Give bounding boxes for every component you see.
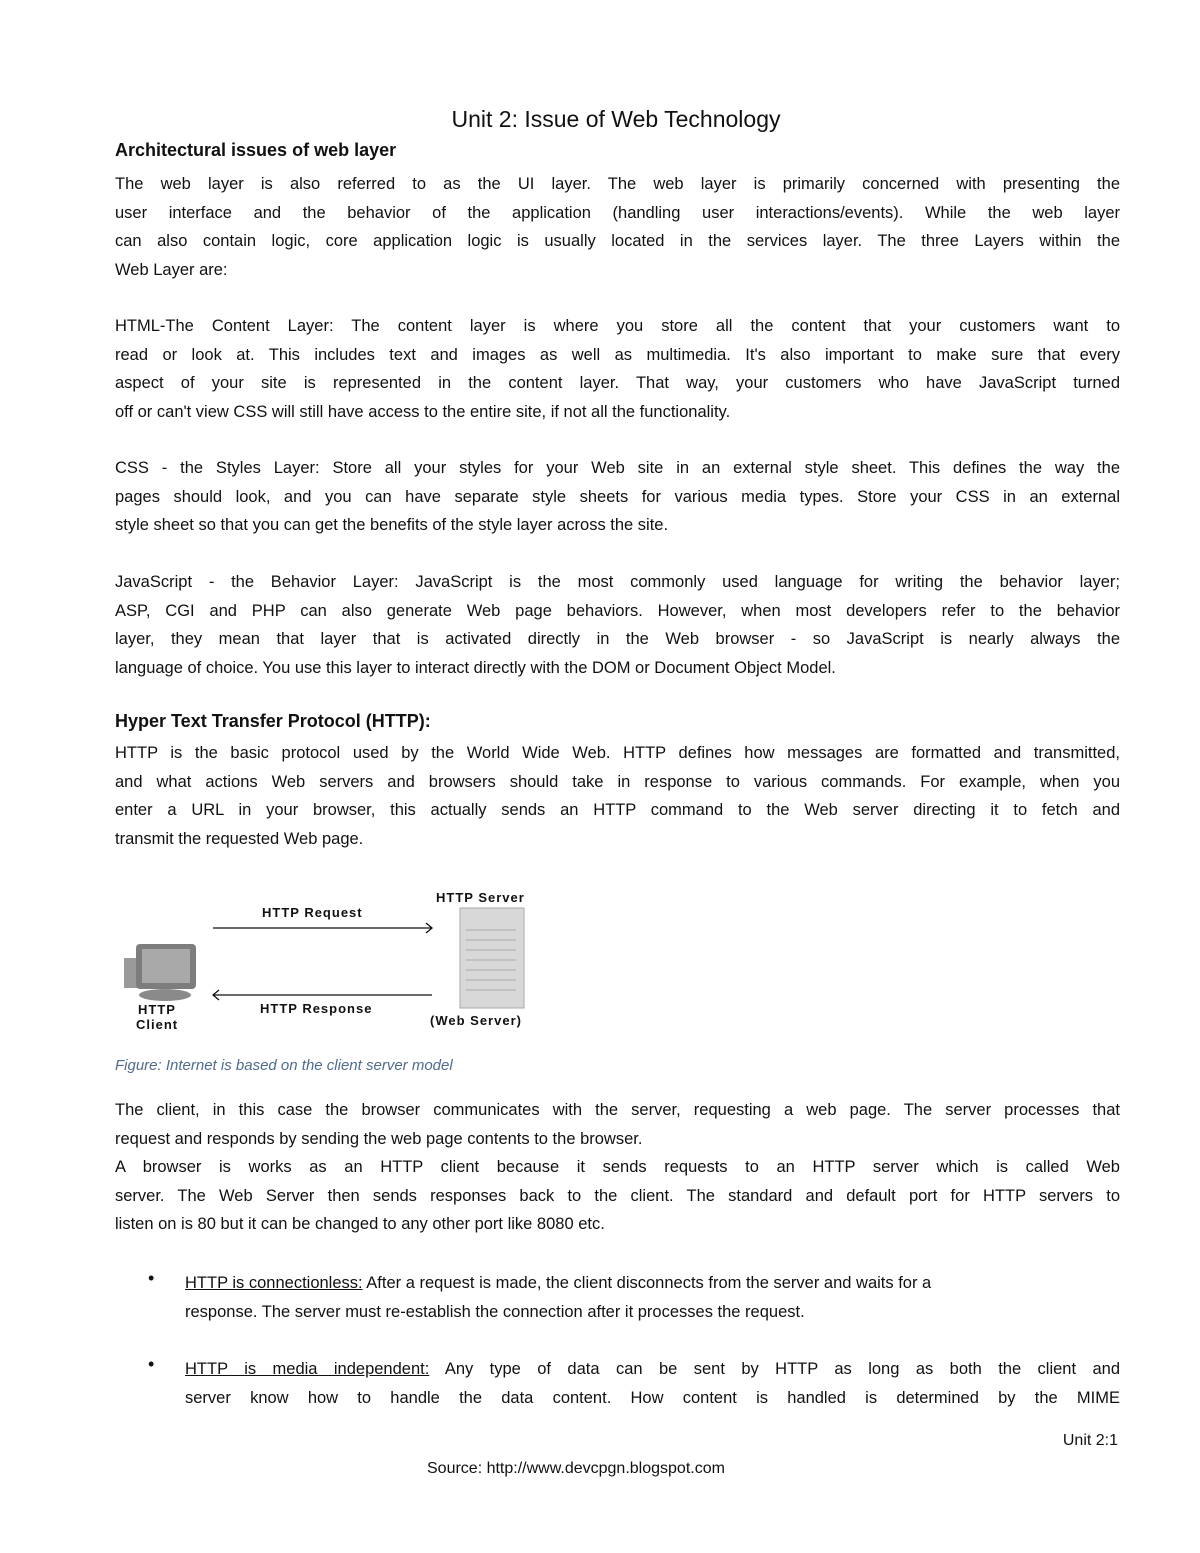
text-line: Any type of data can be sent by HTTP as long as both the client and (429, 1360, 1121, 1378)
paragraph-http-intro (115, 739, 1120, 853)
text-line: HTTP is the basic protocol used by the World Wide Web. HTTP defines how messages are formatted and transmitted, (115, 744, 1120, 762)
source-footer: Source: http://www.devcpgn.blogspot.com (427, 1460, 725, 1477)
text-line: aspect of your site is represented in the content layer. That way, your customers who have JavaScript turned (115, 374, 1120, 393)
text-line: server know how to handle the data content. How content is handled is determined by the MIME (185, 1388, 1120, 1407)
page-number: Unit 2:1 (1062, 1432, 1118, 1449)
text-line: ASP, CGI and PHP can also generate Web page behaviors. However, when most developers refer to the behavior (115, 601, 1120, 620)
section-heading-http: Hyper Text Transfer Protocol (HTTP): (115, 711, 431, 731)
text-line: response. The server must re-establish the connection after it processes the request. (185, 1302, 805, 1321)
text-line: The web layer is also referred to as the UI layer. The web layer is primarily concerned with presenting the (115, 175, 1120, 193)
text-line: request and responds by sending the web page contents to the browser. (115, 1129, 643, 1148)
paragraph-js-layer (115, 568, 1120, 682)
text-line: enter a URL in your browser, this actually sends an HTTP command to the Web server directing it to fetch and (115, 801, 1120, 820)
client-label-1: HTTP (138, 1002, 176, 1017)
text-line: pages should look, and you can have separate style sheets for various media types. Store your CSS in an external (115, 487, 1120, 506)
text-line: and what actions Web servers and browsers should take in response to various commands. For example, when you (115, 772, 1120, 791)
paragraph-html-layer (115, 312, 1120, 426)
bullet-connectionless (185, 1269, 1120, 1326)
bullet-icon: • (148, 1354, 155, 1374)
text-line: CSS - the Styles Layer: Store all your styles for your Web site in an external style sheet. This defines the way the (115, 459, 1120, 477)
computer-icon (124, 944, 196, 1001)
text-line: server. The Web Server then sends responses back to the client. The standard and default port for HTTP servers to (115, 1186, 1120, 1205)
text-line: JavaScript - the Behavior Layer: JavaScript is the most commonly used language for writing the behavior layer; (115, 573, 1120, 591)
figure-caption: Figure: Internet is based on the client server model (115, 1057, 453, 1074)
text-line: HTML-The Content Layer: The content layer is where you store all the content that your customers want to (115, 317, 1120, 335)
text-line: read or look at. This includes text and images as well as multimedia. It's also important to make sure that every (115, 345, 1120, 364)
paragraph-client-server (115, 1096, 1120, 1239)
paragraph-css-layer (115, 454, 1120, 540)
text-line: transmit the requested Web page. (115, 829, 364, 848)
section-heading-architectural: Architectural issues of web layer (115, 140, 397, 160)
response-arrow (213, 990, 432, 1000)
text-line: The client, in this case the browser communicates with the server, requesting a web page. The server processes that (115, 1101, 1120, 1119)
text-line: user interface and the behavior of the application (handling user interactions/events). While the web layer (115, 203, 1120, 222)
text-line: After a request is made, the client disconnects from the server and waits for a (362, 1274, 932, 1292)
bullet-media-independent (185, 1355, 1120, 1412)
paragraph-web-layer (115, 170, 1120, 284)
response-label: HTTP Response (260, 1001, 373, 1016)
bullet-icon: • (148, 1268, 155, 1288)
text-line: language of choice. You use this layer to interact directly with the DOM or Document Object Model. (115, 658, 836, 677)
text-line: can also contain logic, core application logic is usually located in the services layer. The three Layers within the (115, 232, 1120, 251)
server-sublabel: (Web Server) (430, 1013, 522, 1028)
text-line: layer, they mean that layer that is activated directly in the Web browser - so JavaScript is nearly always the (115, 630, 1120, 649)
page-title: Unit 2: Issue of Web Technology (451, 106, 781, 132)
server-icon (460, 908, 524, 1008)
text-line: off or can't view CSS will still have access to the entire site, if not all the functionality. (115, 402, 731, 421)
text-line: style sheet so that you can get the benefits of the style layer across the site. (115, 516, 669, 535)
server-label: HTTP Server (436, 890, 525, 905)
request-label: HTTP Request (262, 905, 363, 920)
text-line: A browser is works as an HTTP client because it sends requests to an HTTP server which is called Web (115, 1158, 1120, 1177)
bullet-term: HTTP is connectionless: (185, 1274, 363, 1292)
bullet-term: HTTP is media independent: (185, 1360, 430, 1378)
client-label-2: Client (136, 1017, 179, 1032)
text-line: Web Layer are: (115, 260, 228, 279)
client-server-diagram (110, 880, 550, 1050)
request-arrow (213, 923, 432, 933)
text-line: listen on is 80 but it can be changed to any other port like 8080 etc. (115, 1215, 605, 1234)
